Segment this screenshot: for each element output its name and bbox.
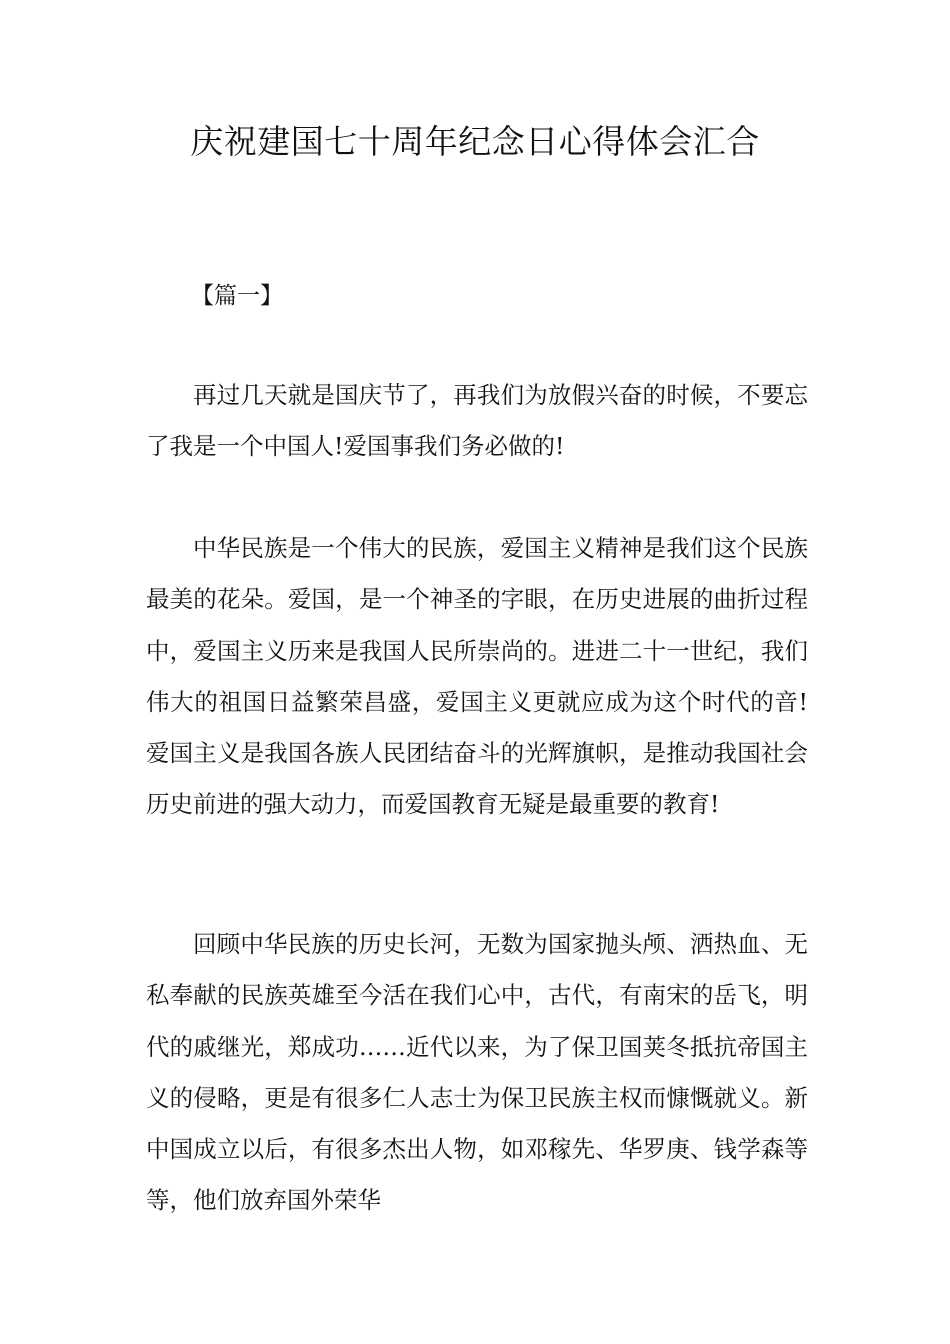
section-label: 【篇一】 [191,283,283,309]
paragraph-1: 再过几天就是国庆节了，再我们为放假兴奋的时候，不要忘了我是一个中国人!爱国事我们务必做的! [146,381,808,461]
paragraph-2: 中华民族是一个伟大的民族，爱国主义精神是我们这个民族最美的花朵。爱国，是一个神圣的字眼，在历史进展的曲折过程中，爱国主义历来是我国人民所崇尚的。进进二十一世纪，我们伟大的祖国日益繁荣昌盛，爱国主义更就应成为这个时代的音!爱国主义是我国各族人民团结奋斗的光辉旗帜，是推动我国社会历史前进的强大动力，而爱国教育无疑是最重要的教育! [146,534,808,819]
document-title: 庆祝建国七十周年纪念日心得体会汇合 [190,122,760,161]
paragraph-3: 回顾中华民族的历史长河，无数为国家抛头颅、洒热血、无私奉献的民族英雄至今活在我们心中，古代，有南宋的岳飞，明代的戚继光，郑成功……近代以来，为了保卫国荚冬抵抗帝国主义的侵略，更是有很多仁人志士为保卫民族主权而慷慨就义。新中国成立以后，有很多杰出人物，如邓稼先、华罗庚、钱学森等等，他们放弃国外荣华 [146,930,808,1215]
